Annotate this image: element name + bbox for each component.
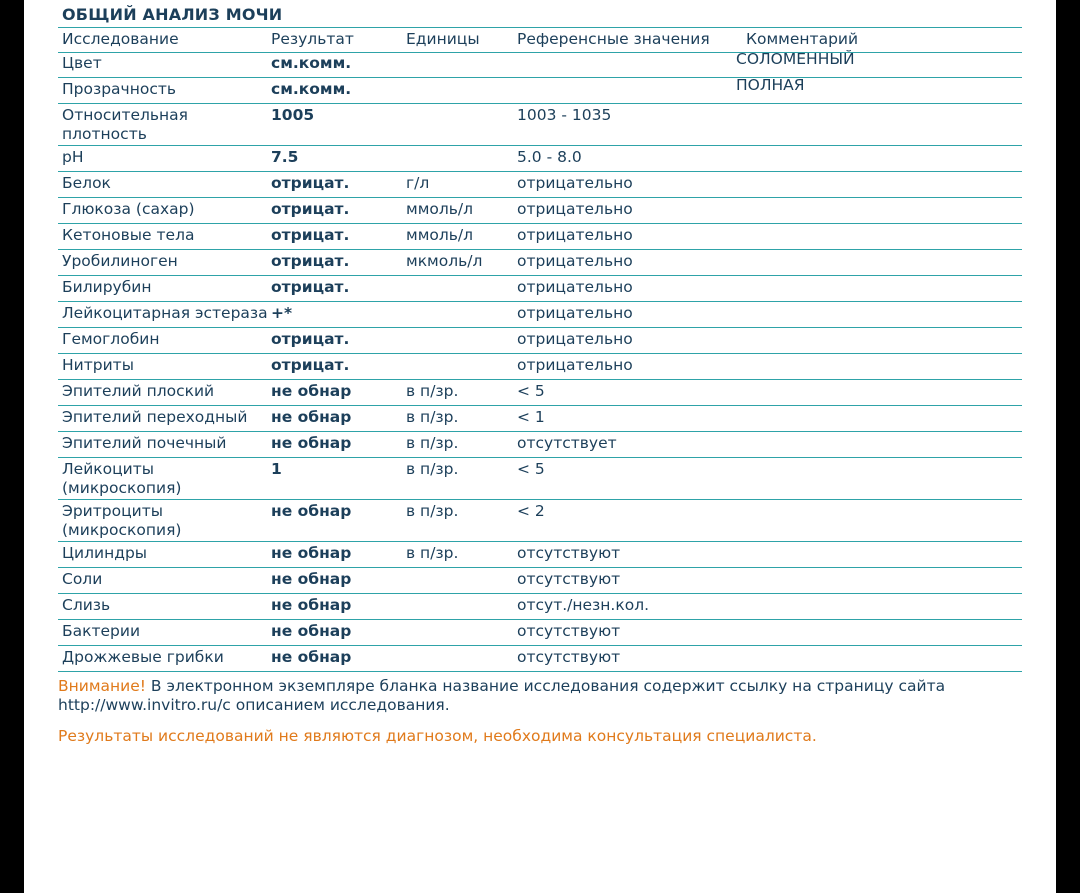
table-row (58, 542, 1022, 568)
cell-reference: отсутствует (517, 434, 617, 452)
cell-name[interactable]: Глюкоза (сахар) (62, 200, 195, 218)
cell-units: ммоль/л (406, 226, 474, 244)
cell-result: не обнар (271, 502, 352, 520)
cell-result: не обнар (271, 570, 352, 588)
cell-name[interactable]: Эритроциты (микроскопия) (62, 502, 182, 539)
cell-reference: 1003 - 1035 (517, 106, 612, 124)
column-header-comment: Комментарий (746, 30, 859, 48)
cell-result: не обнар (271, 648, 352, 666)
cell-name[interactable]: Соли (62, 570, 103, 588)
notice-text: В электронном экземпляре бланка название исследования содержит ссылку на страницу сайта (146, 677, 946, 695)
cell-reference: < 1 (517, 408, 545, 426)
cell-name[interactable]: Цилиндры (62, 544, 148, 562)
column-header-result: Результат (271, 30, 354, 48)
column-header-units: Единицы (406, 30, 480, 48)
table-header (58, 27, 1022, 53)
cell-units: в п/зр. (406, 382, 459, 400)
cell-name[interactable]: Слизь (62, 596, 111, 614)
cell-name[interactable]: Билирубин (62, 278, 152, 296)
cell-units: ммоль/л (406, 200, 474, 218)
cell-result: отрицат. (271, 226, 350, 244)
cell-comment: ПОЛНАЯ (736, 76, 805, 94)
cell-result: не обнар (271, 408, 352, 426)
cell-result: 7.5 (271, 148, 299, 166)
lab-report-page (24, 0, 1056, 893)
cell-reference: отсутствуют (517, 570, 621, 588)
table-row (58, 198, 1022, 224)
cell-reference: отсутствуют (517, 544, 621, 562)
cell-units: в п/зр. (406, 460, 459, 478)
table-row (58, 500, 1022, 542)
table-row (58, 172, 1022, 198)
cell-result: не обнар (271, 622, 352, 640)
cell-reference: отрицательно (517, 304, 633, 322)
table-row (58, 380, 1022, 406)
cell-result: не обнар (271, 434, 352, 452)
cell-result: 1 (271, 460, 282, 478)
cell-comment: СОЛОМЕННЫЙ (736, 50, 855, 68)
cell-result: см.комм. (271, 80, 352, 98)
cell-name[interactable]: pH (62, 148, 84, 166)
disclaimer: Результаты исследований не являются диагнозом, необходима консультация специалиста. (58, 727, 817, 745)
cell-reference: отрицательно (517, 252, 633, 270)
cell-result: отрицат. (271, 278, 350, 296)
cell-reference: 5.0 - 8.0 (517, 148, 582, 166)
table-row (58, 568, 1022, 594)
cell-name[interactable]: Лейкоциты (микроскопия) (62, 460, 182, 497)
table-row (58, 224, 1022, 250)
cell-result: не обнар (271, 544, 352, 562)
cell-units: мкмоль/л (406, 252, 483, 270)
cell-name[interactable]: Прозрачность (62, 80, 177, 98)
table-row (58, 328, 1022, 354)
table-row (58, 458, 1022, 500)
table-row (58, 620, 1022, 646)
column-header-name: Исследование (62, 30, 179, 48)
cell-reference: отсутствуют (517, 622, 621, 640)
cell-name[interactable]: Цвет (62, 54, 102, 72)
table-row (58, 406, 1022, 432)
notice (58, 677, 1018, 715)
cell-result: отрицат. (271, 252, 350, 270)
cell-reference: < 5 (517, 460, 545, 478)
cell-units: г/л (406, 174, 430, 192)
cell-reference: < 5 (517, 382, 545, 400)
cell-reference: отрицательно (517, 356, 633, 374)
cell-name[interactable]: Бактерии (62, 622, 141, 640)
table-row (58, 594, 1022, 620)
cell-reference: отрицательно (517, 174, 633, 192)
cell-name[interactable]: Лейкоцитарная эстераза (62, 304, 268, 322)
cell-units: в п/зр. (406, 544, 459, 562)
cell-result: отрицат. (271, 174, 350, 192)
cell-name[interactable]: Кетоновые тела (62, 226, 195, 244)
table-row (58, 52, 1022, 78)
cell-reference: отсут./незн.кол. (517, 596, 650, 614)
cell-reference: отрицательно (517, 278, 633, 296)
report-title: ОБЩИЙ АНАЛИЗ МОЧИ (62, 5, 283, 24)
cell-units: в п/зр. (406, 408, 459, 426)
cell-name[interactable]: Относительная плотность (62, 106, 189, 143)
cell-units: в п/зр. (406, 502, 459, 520)
table-row (58, 104, 1022, 146)
cell-name[interactable]: Эпителий плоский (62, 382, 215, 400)
cell-result: +* (271, 304, 293, 322)
cell-reference: отсутствуют (517, 648, 621, 666)
cell-result: отрицат. (271, 356, 350, 374)
cell-reference: отрицательно (517, 200, 633, 218)
cell-reference: отрицательно (517, 330, 633, 348)
table-row (58, 250, 1022, 276)
cell-result: см.комм. (271, 54, 352, 72)
cell-reference: < 2 (517, 502, 545, 520)
table-row (58, 276, 1022, 302)
table-row (58, 432, 1022, 458)
cell-reference: отрицательно (517, 226, 633, 244)
table-row (58, 302, 1022, 328)
cell-result: отрицат. (271, 330, 350, 348)
cell-name[interactable]: Гемоглобин (62, 330, 160, 348)
cell-name[interactable]: Эпителий переходный (62, 408, 248, 426)
cell-name[interactable]: Дрожжевые грибки (62, 648, 224, 666)
cell-result: 1005 (271, 106, 315, 124)
table-row (58, 354, 1022, 380)
cell-name[interactable]: Белок (62, 174, 111, 192)
cell-name[interactable]: Эпителий почечный (62, 434, 227, 452)
table-row (58, 646, 1022, 672)
notice-label: Внимание! (58, 677, 146, 695)
cell-result: не обнар (271, 596, 352, 614)
table-row (58, 78, 1022, 104)
cell-name[interactable]: Уробилиноген (62, 252, 178, 270)
table-row (58, 146, 1022, 172)
cell-name[interactable]: Нитриты (62, 356, 134, 374)
notice-link-text[interactable]: http://www.invitro.ru/с описанием исследования. (58, 696, 450, 714)
column-header-reference: Референсные значения (517, 30, 710, 48)
cell-result: не обнар (271, 382, 352, 400)
cell-units: в п/зр. (406, 434, 459, 452)
cell-result: отрицат. (271, 200, 350, 218)
